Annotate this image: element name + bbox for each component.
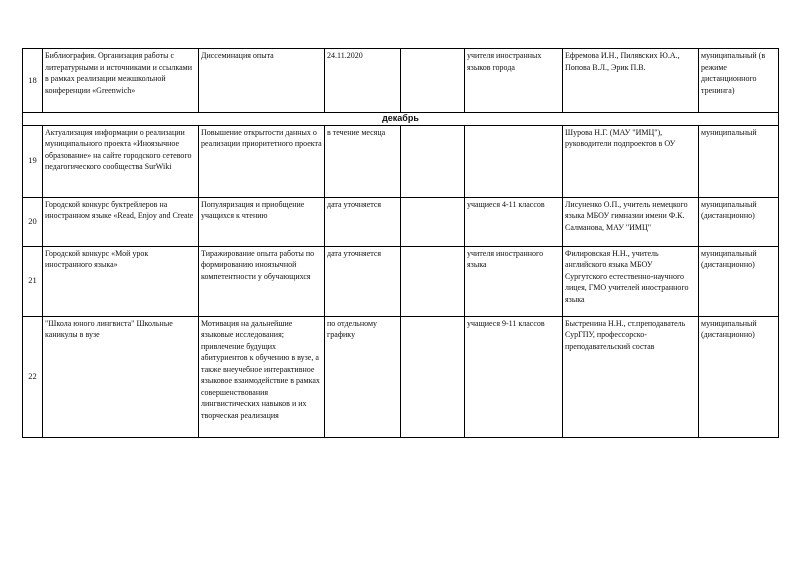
cell-responsible: Ефремова И.Н., Пилявских Ю.А., Попова В.Л., Эрик П.В. (563, 49, 699, 113)
cell-audience: учителя иностранных языков города (465, 49, 563, 113)
table-row (23, 49, 779, 113)
cell-responsible: Шурова Н.Г. (МАУ "ИМЦ"), руководители подпроектов в ОУ (563, 125, 699, 197)
cell-level: муниципальный (дистанционно) (699, 197, 779, 246)
cell-level: муниципальный (дистанционно) (699, 246, 779, 316)
cell-extra (401, 316, 465, 437)
month-row (23, 113, 779, 126)
cell-num: 20 (23, 197, 43, 246)
cell-date: в течение месяца (325, 125, 401, 197)
cell-audience: учителя иностранного языка (465, 246, 563, 316)
cell-title: Библиография. Организация работы с литературными и источниками и ссылками в рамках реализации межшкольной конференции «Greenwich» (43, 49, 199, 113)
cell-extra (401, 246, 465, 316)
cell-date: дата уточняется (325, 197, 401, 246)
cell-extra (401, 49, 465, 113)
cell-audience: учащиеся 9-11 классов (465, 316, 563, 437)
cell-num: 22 (23, 316, 43, 437)
cell-date: дата уточняется (325, 246, 401, 316)
events-table (22, 48, 779, 438)
cell-level: муниципальный (дистанционно) (699, 316, 779, 437)
cell-date: 24.11.2020 (325, 49, 401, 113)
cell-level: муниципальный (в режиме дистанционного тренинга) (699, 49, 779, 113)
cell-audience: учащиеся 4-11 классов (465, 197, 563, 246)
cell-responsible: Быстренина Н.Н., ст.преподаватель СурГПУ, профессорско-преподавательский состав (563, 316, 699, 437)
cell-level: муниципальный (699, 125, 779, 197)
cell-extra (401, 197, 465, 246)
cell-audience (465, 125, 563, 197)
cell-title: Актуализация информации о реализации муниципального проекта «Иноязычное образование» на сайте городского сетевого педагогического сообщества SurWiki (43, 125, 199, 197)
table-row (23, 125, 779, 197)
cell-goal: Повышение открытости данных о реализации приоритетного проекта (199, 125, 325, 197)
cell-responsible: Филировская Н.Н., учитель английского языка МБОУ Сургутского естественно-научного лицея, ГМО учителей иностранного языка (563, 246, 699, 316)
cell-responsible: Лисуненко О.П., учитель немецкого языка МБОУ гимназии имени Ф.К. Салманова, МАУ "ИМЦ" (563, 197, 699, 246)
month-label: декабрь (23, 113, 779, 126)
table-row (23, 197, 779, 246)
cell-goal: Популяризация и приобщение учащихся к чтению (199, 197, 325, 246)
cell-goal: Мотивация на дальнейшие языковые исследования; привлечение будущих абитуриентов к обучению в вузе, а также внеучебное интерактивное языковое взаимодействие в рамках совершенствования лингвистических навыков и их творческая реализация (199, 316, 325, 437)
table-row (23, 246, 779, 316)
cell-date: по отдельному графику (325, 316, 401, 437)
table-row (23, 316, 779, 437)
cell-num: 21 (23, 246, 43, 316)
cell-title: Городской конкурс «Мой урок иностранного языка» (43, 246, 199, 316)
cell-num: 18 (23, 49, 43, 113)
cell-extra (401, 125, 465, 197)
cell-num: 19 (23, 125, 43, 197)
cell-goal: Тиражирование опыта работы по формированию иноязычной компетентности у обучающихся (199, 246, 325, 316)
cell-goal: Диссеминация опыта (199, 49, 325, 113)
cell-title: "Школа юного лингвиста" Школьные каникулы в вузе (43, 316, 199, 437)
cell-title: Городской конкурс буктрейлеров на иностранном языке «Read, Enjoy and Create (43, 197, 199, 246)
